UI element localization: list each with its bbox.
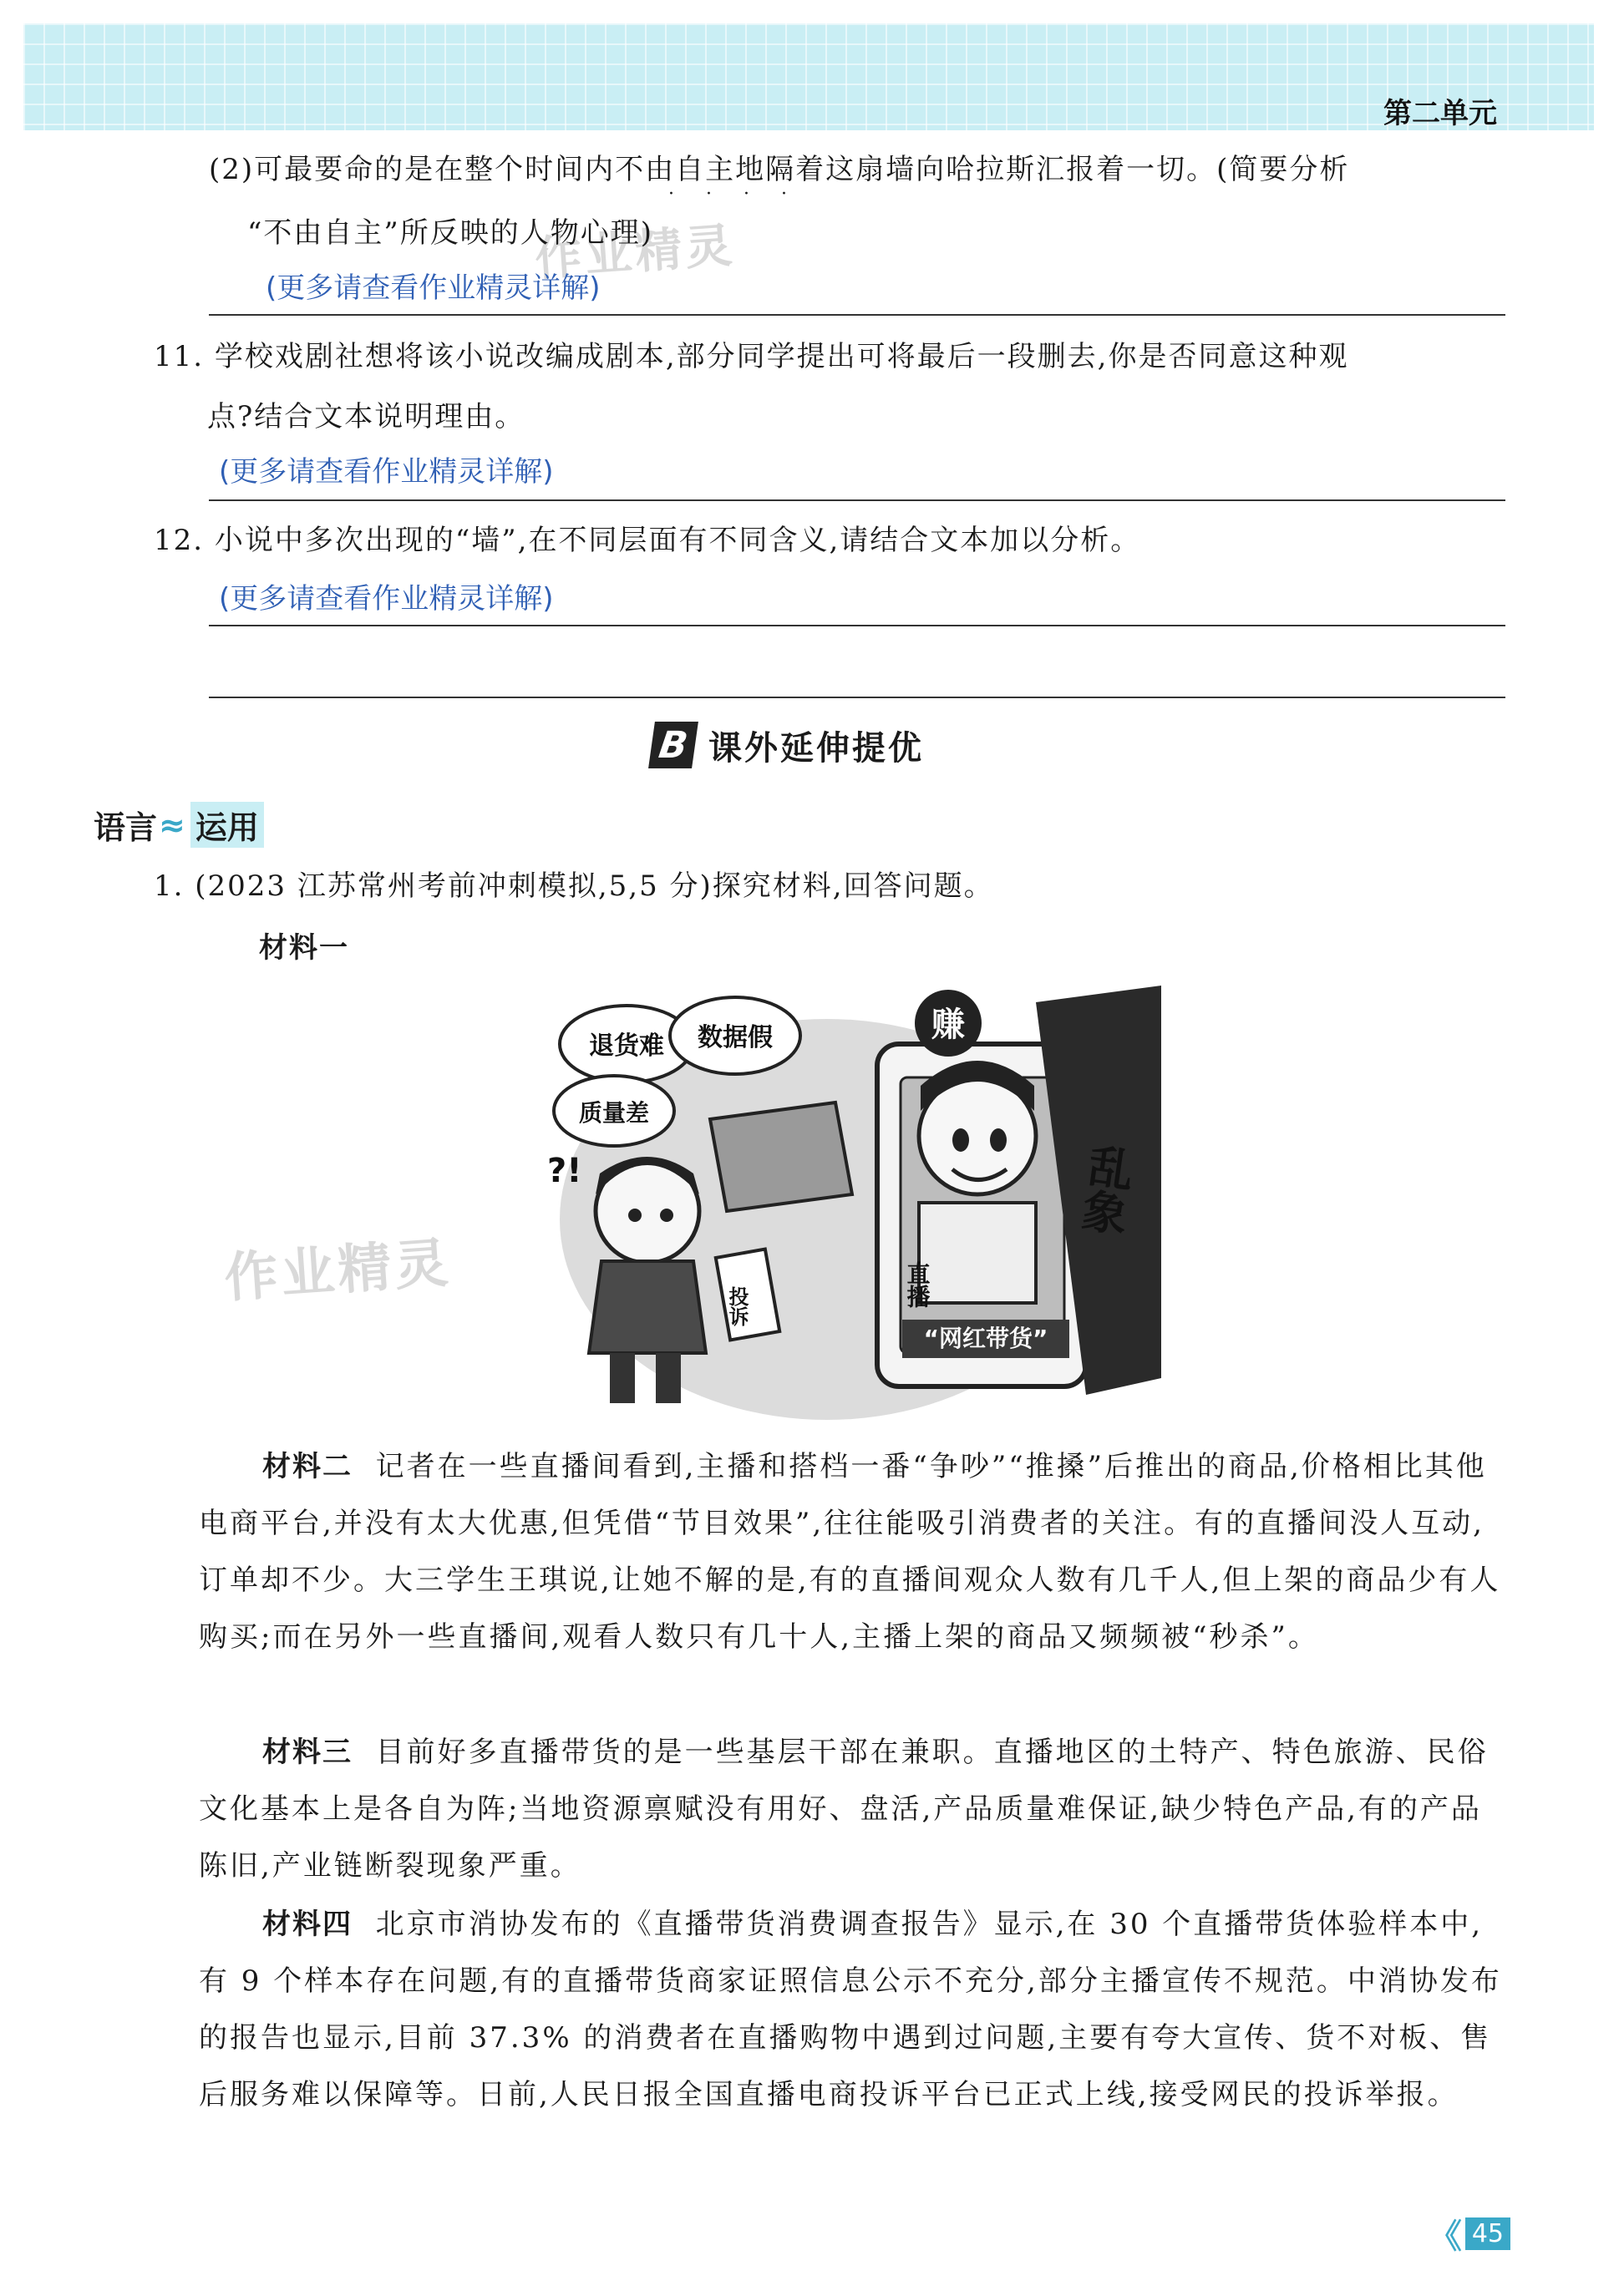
material-3-label: 材料三 [262,1736,353,1769]
watermark-mid: 作业精灵 [222,1232,454,1310]
emphasis-dots: ···· [668,184,819,205]
q12-answer: (更多请查看作业精灵详解) [219,582,554,616]
q10-2-answer: (更多请查看作业精灵详解) [266,271,601,305]
material-3-text: 目前好多直播带货的是一些基层干部在兼职。直播地区的土特产、特色旅游、民俗文化基本上是各自为阵;当地资源禀赋没有用好、盘活,产品质量难保证,缺少特色产品,有的产品陈旧,产业链断裂现象严重。 [199,1736,1489,1883]
side-text: 乱象 [1072,1140,1138,1238]
language-label: 语言 [94,809,158,846]
answer-line [209,625,1505,626]
section-b-title: 课外延伸提优 [708,728,924,768]
q10-2-line1: (2)可最要命的是在整个时间内不由自主地隔着这扇墙向哈拉斯汇报着一切。(简要分析 [209,153,1350,186]
answer-line [209,697,1505,698]
bubble-1: 退货难 [589,1031,664,1061]
use-label: 运用 [190,802,264,848]
header-banner [23,23,1594,130]
cartoon-illustration [510,986,1170,1420]
q11-line2: 点?结合文本说明理由。 [207,400,525,433]
material-2 [199,1438,1505,1665]
complaint-text: 投诉 [725,1286,749,1326]
material-3 [199,1724,1505,1894]
coin-text: 赚 [931,1006,965,1044]
material-1-label: 材料一 [259,931,349,965]
question-mark: ?! [547,1152,582,1190]
q10-2-line2: “不由自主”所反映的人物心理) [247,216,654,250]
screen-label: 直播 [903,1261,931,1308]
material-4 [199,1896,1505,2123]
material-2-text: 记者在一些直播间看到,主播和搭档一番“争吵”“推搡”后推出的商品,价格相比其他电商平台,并没有太大优惠,但凭借“节目效果”,往往能吸引消费者的关注。有的直播间没人互动,订单却不少。大三学生王琪说,让她不解的是,有的直播间观众人数有几千人,但上架的商品少有人购买;而在另外一些直播间,观看人数只有几十人,主播上架的商品又频频被“秒杀”。 [199,1450,1501,1654]
answer-line [209,314,1505,316]
section-b-heading [652,718,924,772]
material-2-label: 材料二 [262,1450,353,1483]
bubble-3: 质量差 [578,1099,650,1127]
q1-stem: 1. (2023 江苏常州考前冲刺模拟,5,5 分)探究材料,回答问题。 [154,869,994,903]
wave-icon: ≈ [159,806,185,844]
q11-answer: (更多请查看作业精灵详解) [219,455,554,489]
material-4-text: 北京市消协发布的《直播带货消费调查报告》显示,在 30 个直播带货体验样本中,有 9 个样本存在问题,有的直播带货商家证照信息公示不充分,部分主播宣传不规范。中消协发布的报告也显示,目前 37.3% 的消费者在直播购物中遇到过问题,主要有夸大宣传、货不对板、售后服务难以保障等。日前,人民日报全国直播电商投诉平台已正式上线,接受网民的投诉举报。 [199,1908,1502,2111]
page-number [1429,2210,1510,2258]
unit-title: 第二单元 [1383,97,1497,130]
q12-line1: 12. 小说中多次出现的“墙”,在不同层面有不同含义,请结合文本加以分析。 [154,524,1141,557]
language-use-heading [94,802,264,848]
answer-line [209,499,1505,501]
material-4-label: 材料四 [262,1908,353,1941]
section-b-letter: B [648,722,698,768]
banner-text: “网红带货” [923,1325,1048,1352]
bubble-2: 数据假 [698,1023,773,1052]
chevron-left-icon: 《 [1428,2217,1462,2256]
page-number-value: 45 [1465,2217,1510,2250]
q11-line1: 11. 学校戏剧社想将该小说改编成剧本,部分同学提出可将最后一段删去,你是否同意这种观 [154,340,1349,373]
watermark-top: 作业精灵 [533,218,738,287]
